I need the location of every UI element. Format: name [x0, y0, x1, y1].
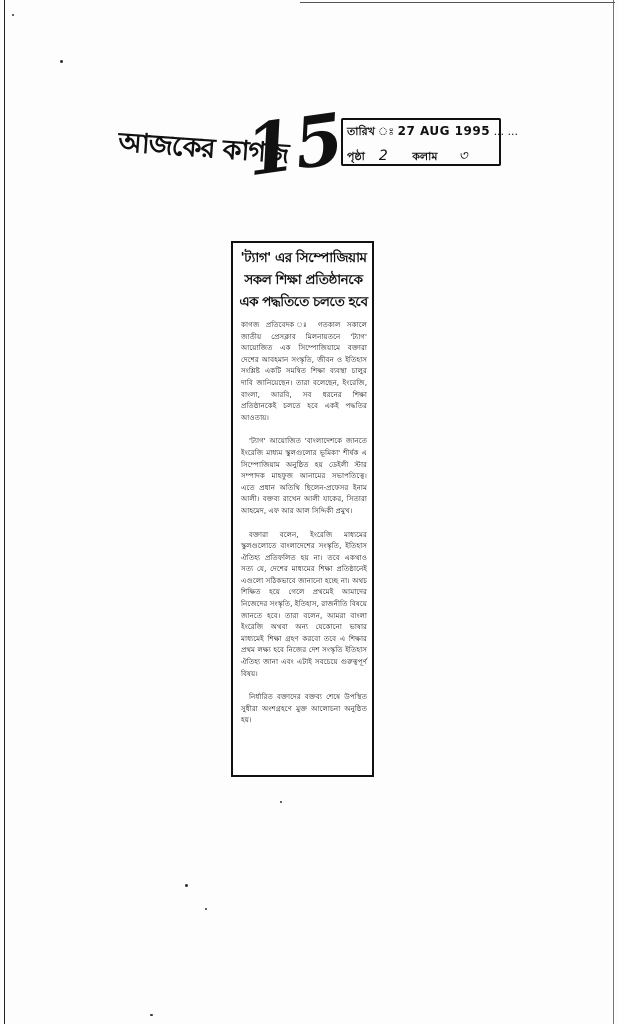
scan-speck: [60, 60, 63, 63]
stamp-column-value: ৩: [458, 148, 468, 164]
scan-edge-left: [4, 0, 5, 1024]
scan-speck: [150, 1014, 153, 1016]
stamp-page-value: 2: [378, 148, 388, 164]
article-paragraph: বক্তারা বলেন, ইংরেজি মাধ্যমের স্কুলগুলোতে বাংলাদেশের সংস্কৃতি, ইতিহাস ঐতিহ্য প্রতিফলিত হয় না। তবে একথাও সত্য যে, দেশের মাধ্যমের শিক্ষা প্রতিষ্ঠানেই এগুলো সঠিকভাবে জানানো হচ্ছে না। অথচ শিক্ষিত হয়ে গেলে প্রথমেই আমাদের নিজেদের সংস্কৃতি, ইতিহাস, রাজনীতি বিষয়ে জানতে হবে। তারা বলেন, আমরা বাংলা ইংরেজি অথবা অন্য যেকোনো ভাষার মাধ্যমেই শিক্ষা গ্রহণ করবো তবে এ শিক্ষার প্রথম লক্ষ্য হবে নিজের দেশ সংস্কৃতি ইতিহাস ঐতিহ্য জানা এবং এটাই সবচেয়ে গুরুত্বপূর্ণ বিষয়।: [241, 529, 367, 678]
newspaper-name: আজকের কাগজ: [117, 127, 290, 170]
stamp-page-label: পৃষ্ঠা: [347, 150, 365, 163]
scan-speck: [185, 884, 188, 887]
scan-edge-top: [300, 2, 615, 3]
article-paragraph: নির্ধারিত বক্তাদের বক্তব্য শেষে উপস্থিত সুধীরা অংশগ্রহণে মুক্ত আলোচনা অনুষ্ঠিত হয়।: [241, 692, 367, 725]
stamp-date-value: 27 AUG 1995: [397, 124, 491, 138]
stamp-date-label: তারিখ: [347, 125, 375, 138]
stamp-page-row: [347, 144, 468, 168]
scan-edge-right: [613, 0, 614, 1024]
article-headline: 'ট্যাগ' এর সিম্পোজিয়াম সকল শিক্ষা প্রতিষ্ঠানকে এক পদ্ধতিতে চলতে হবে: [239, 250, 368, 310]
scan-speck: [12, 14, 14, 16]
stamp-date-row: তারিখ ঃ 27 AUG 1995 ... ...: [347, 124, 519, 138]
news-clipping: [231, 241, 374, 777]
stamp-column-label: কলাম: [412, 150, 438, 163]
article-paragraph: 'ট্যাগ' আয়োজিত 'বাংলাদেশকে জানতে ইংরেজি মাধ্যম স্কুলগুলোর ভূমিকা' শীর্ষক এ সিম্পোজিয়াম অনুষ্ঠিত হয় ডেইলী স্টার সম্পাদক মাহফুজ আনামের সভাপতিত্বে। এতে প্রধান অতিথি ছিলেন-প্রফেসর ইনাম আলী। বক্তব্য রাখেন আলী যাকের, সিতারা আহমেদ, এফ আর আল সিদ্দিকী প্রমুখ।: [241, 436, 367, 515]
newspaper-masthead: [117, 96, 349, 193]
article-paragraph: কাগজ প্রতিবেদক ঃ গতকাল সকালে জাতীয় প্রেসক্লাব মিলনায়তনে 'ট্যাগ' আয়োজিত এক সিম্পোজিয়ামে বক্তারা দেশের আবহমান সংস্কৃতি, জীবন ও ইতিহাস সংশ্লিষ্ট একটি সমন্বিত শিক্ষা ব্যবস্থা চালুর দাবি জানিয়েছেন। তারা বলেছেন, ইংরেজি, বাংলা, আরবি, সব ধরনের শিক্ষা প্রতিষ্ঠানকেই চলতে হবে একই পদ্ধতির আওতায়।: [241, 320, 367, 422]
archive-stamp: [341, 118, 519, 166]
scan-speck: [280, 801, 282, 803]
scan-speck: [205, 908, 207, 910]
article-body: [241, 319, 367, 726]
handwritten-number: 15: [240, 96, 349, 193]
